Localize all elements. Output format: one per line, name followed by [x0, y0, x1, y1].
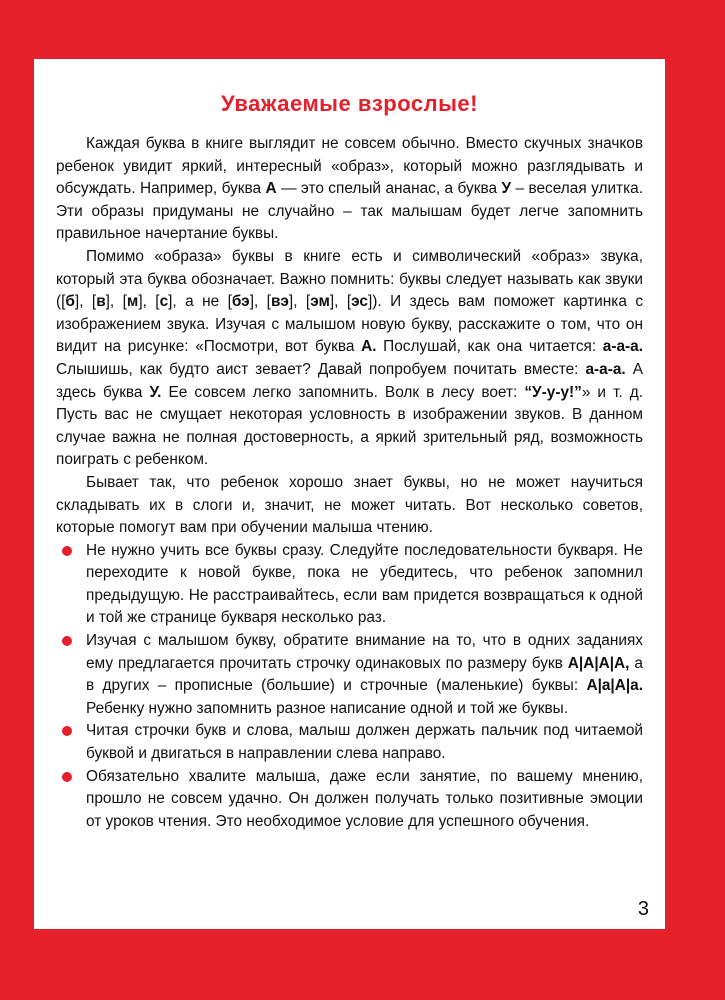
text-run: ], [	[105, 293, 127, 311]
bold-text-run: в	[96, 293, 106, 311]
bold-text-run: А|а|А|а.	[586, 677, 643, 695]
text-run: — это спелый ананас, а буква	[276, 180, 502, 198]
text-run: Послушай, как она читается:	[376, 338, 603, 356]
bold-text-run: бэ	[231, 293, 250, 311]
bold-text-run: У.	[149, 383, 162, 401]
body-text	[56, 133, 643, 833]
bold-text-run: “У-у-у!”	[524, 383, 582, 401]
text-run: Слышишь, как будто аист зевает? Давай попробуем почитать вместе:	[56, 360, 586, 378]
bullet-text-1	[86, 542, 643, 627]
bold-text-run: а-а-а.	[602, 338, 644, 356]
text-run: ], [	[329, 293, 352, 311]
text-run: а в других – прописные (большие) и строчные (маленькие) буквы:	[86, 654, 643, 695]
red-bullet-icon	[62, 726, 72, 736]
text-run: Читая строчки букв и слова, малыш должен держать пальчик под читаемой буквой и двигаться в направлении слева направо.	[86, 722, 643, 763]
bullet-item-1	[56, 540, 643, 630]
bold-text-run: с	[159, 293, 169, 311]
text-run: Помимо «образа» буквы в книге есть и символический «образ» звука, который эта буква обозначает. Важно помнить: буквы следует называть как звуки ([	[56, 247, 643, 311]
text-run: » и т. д. Пусть вас не смущает некоторая условность в изображении звуков. В данном случае важна не полная достоверность, а яркий зрительный ряд, возможность поиграть с ребенком.	[56, 383, 643, 469]
text-run: ], а не [	[168, 293, 232, 311]
bullet-item-4	[56, 766, 643, 834]
bold-text-run: эм	[310, 293, 330, 311]
bullet-text-4	[86, 768, 643, 830]
bold-text-run: а-а-а.	[585, 360, 626, 378]
red-bullet-icon	[62, 546, 72, 556]
bold-text-run: А.	[361, 338, 377, 356]
text-run: ], [	[288, 293, 311, 311]
bullet-text-2	[86, 632, 643, 717]
text-run: Не нужно учить все буквы сразу. Следуйте последовательности букваря. Не переходите к новой букве, пока не убедитесь, что ребенок запомнил предыдущую. Не расстраивайтесь, если вам придется возвращаться к одной и той же странице букваря несколько раз.	[86, 541, 643, 627]
paragraph-sounds	[56, 246, 643, 472]
text-run: ], [	[138, 293, 160, 311]
bullet-item-2	[56, 630, 643, 720]
text-run: Ребенку нужно запомнить разное написание одной и той же буквы.	[86, 699, 569, 717]
red-bullet-icon	[62, 636, 72, 646]
bullet-text-3	[86, 722, 643, 762]
text-run: Обязательно хвалите малыша, даже если занятие, по вашему мнению, прошло не совсем удачно. Он должен получать только позитивные эмоции от уроков чтения. Это необходимое условие для успешного обучения.	[86, 767, 643, 830]
bullet-item-3	[56, 720, 643, 765]
text-run: Изучая с малышом букву, обратите внимание на то, что в одних заданиях ему предлагается прочитать строчку одинаковых по размеру букв	[86, 632, 643, 672]
text-run: ]). И здесь вам поможет картинка с изображением звука. Изучая с малышом новую букву, расскажите о том, что он видит на рисунке: «Посмотри, вот буква	[56, 293, 644, 356]
text-run: Бывает так, что ребенок хорошо знает буквы, но не может научиться складывать их в слоги и, значит, не может читать. Вот несколько советов, которые помогут вам при обучении малыша чтению.	[56, 473, 643, 537]
bold-text-run: А|А|А|А,	[567, 654, 630, 672]
paragraph-advice	[56, 472, 643, 540]
text-run: – веселая улитка. Эти образы придуманы не случайно – так малышам будет легче запомнить правильное начертание буквы.	[56, 180, 643, 243]
bold-text-run: м	[126, 293, 139, 311]
bold-text-run: вэ	[270, 293, 289, 311]
text-run: А здесь буква	[56, 360, 643, 401]
red-bullet-icon	[62, 772, 72, 782]
text-run: ], [	[249, 293, 271, 311]
paragraph-intro	[56, 133, 643, 246]
page-number: 3	[637, 898, 649, 920]
text-run: Каждая буква в книге выглядит не совсем обычно. Вместо скучных значков ребенок увидит яркий, интересный «образ», который можно разглядывать и обсуждать. Например, буква	[56, 135, 643, 198]
bold-text-run: б	[65, 293, 75, 311]
bold-text-run: эс	[351, 293, 368, 311]
text-run: ], [	[74, 293, 97, 311]
text-run: Ее совсем легко запомнить. Волк в лесу воет:	[161, 383, 525, 401]
page-panel	[34, 59, 665, 929]
bold-text-run: А	[265, 180, 277, 198]
page-title: Уважаемые взрослые!	[221, 91, 478, 116]
bold-text-run: У	[501, 180, 512, 198]
